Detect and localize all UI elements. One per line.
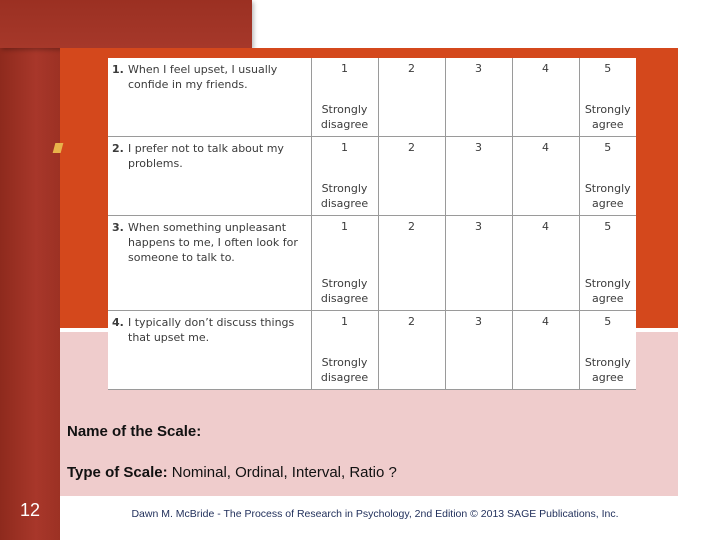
item-statement: I prefer not to talk about my problems. <box>128 141 284 170</box>
rating-option-cell[interactable] <box>311 310 378 389</box>
rating-option-cell[interactable] <box>311 136 378 215</box>
rating-value: 4 <box>542 219 549 233</box>
scale-item <box>112 141 307 171</box>
rating-value: 2 <box>408 314 415 328</box>
rating-value: 1 <box>341 140 348 154</box>
rating-value: 4 <box>542 62 549 75</box>
low-anchor-label: Strongly disagree <box>320 102 369 131</box>
rating-option-cell[interactable] <box>378 58 445 136</box>
low-anchor-label: Strongly disagree <box>320 355 369 384</box>
rating-value: 4 <box>542 140 549 154</box>
scale-item-row <box>108 215 636 310</box>
rating-option-cell[interactable] <box>445 58 512 136</box>
rating-value: 5 <box>604 140 612 154</box>
high-anchor-label: Strongly agree <box>584 276 631 305</box>
scale-type-prompt <box>67 464 397 481</box>
scale-item-cell <box>108 310 311 389</box>
high-anchor-label: Strongly agree <box>584 355 631 384</box>
rating-option-cell[interactable] <box>579 58 636 136</box>
scale-type-label: Type of Scale: <box>67 464 168 481</box>
rating-option-cell[interactable] <box>445 215 512 310</box>
rating-value: 1 <box>341 219 348 233</box>
scale-item-cell <box>108 58 311 136</box>
rating-value: 3 <box>475 314 482 328</box>
item-number: 1. <box>112 63 124 76</box>
rating-option-cell[interactable] <box>512 215 579 310</box>
item-number: 4. <box>112 315 124 329</box>
footer-citation: Dawn M. McBride - The Process of Research in Psychology, 2nd Edition © 2013 SAGE Publications, Inc. <box>131 508 619 520</box>
scale-item-cell <box>108 215 311 310</box>
rating-option-cell[interactable] <box>378 215 445 310</box>
scale-item <box>112 315 307 345</box>
rating-option-cell[interactable] <box>445 310 512 389</box>
top-accent-band <box>0 0 252 48</box>
high-anchor-label: Strongly agree <box>584 102 631 131</box>
rating-option-cell[interactable] <box>378 136 445 215</box>
rating-option-cell[interactable] <box>579 215 636 310</box>
rating-value: 1 <box>341 314 348 328</box>
rating-option-cell[interactable] <box>512 310 579 389</box>
slide-number: 12 <box>19 500 41 520</box>
rating-value: 3 <box>475 62 482 75</box>
scale-item <box>112 220 307 265</box>
rating-value: 3 <box>475 219 482 233</box>
item-statement: When I feel upset, I usually confide in my friends. <box>128 63 278 91</box>
scale-item-row <box>108 58 636 136</box>
rating-value: 5 <box>604 314 612 328</box>
item-number: 2. <box>112 141 124 155</box>
item-statement: When something unpleasant happens to me, I often look for someone to talk to. <box>128 220 298 264</box>
rating-value: 2 <box>408 62 415 75</box>
scale-type-options: Nominal, Ordinal, Interval, Ratio ? <box>167 464 397 481</box>
rating-value: 4 <box>542 314 549 328</box>
rating-option-cell[interactable] <box>579 136 636 215</box>
scale-name-label: Name of the Scale: <box>67 423 202 440</box>
rating-option-cell[interactable] <box>512 136 579 215</box>
rating-option-cell[interactable] <box>445 136 512 215</box>
low-anchor-label: Strongly disagree <box>320 276 369 305</box>
item-number: 3. <box>112 220 124 234</box>
rating-option-cell[interactable] <box>579 310 636 389</box>
rating-value: 5 <box>604 219 612 233</box>
rating-option-cell[interactable] <box>311 215 378 310</box>
likert-scale-table <box>108 58 636 390</box>
rating-value: 3 <box>475 140 482 154</box>
rating-value: 1 <box>341 62 348 75</box>
scale-item <box>112 62 307 92</box>
scale-item-cell <box>108 136 311 215</box>
item-statement: I typically don’t discuss things that upset me. <box>128 315 295 344</box>
scale-name-prompt <box>67 423 201 440</box>
scale-item-row <box>108 310 636 389</box>
rating-option-cell[interactable] <box>378 310 445 389</box>
rating-value: 5 <box>604 62 612 75</box>
low-anchor-label: Strongly disagree <box>320 181 369 210</box>
rating-option-cell[interactable] <box>512 58 579 136</box>
rating-value: 2 <box>408 219 415 233</box>
high-anchor-label: Strongly agree <box>584 181 631 210</box>
scale-item-row <box>108 136 636 215</box>
rating-value: 2 <box>408 140 415 154</box>
left-accent-band <box>0 0 60 540</box>
rating-option-cell[interactable] <box>311 58 378 136</box>
